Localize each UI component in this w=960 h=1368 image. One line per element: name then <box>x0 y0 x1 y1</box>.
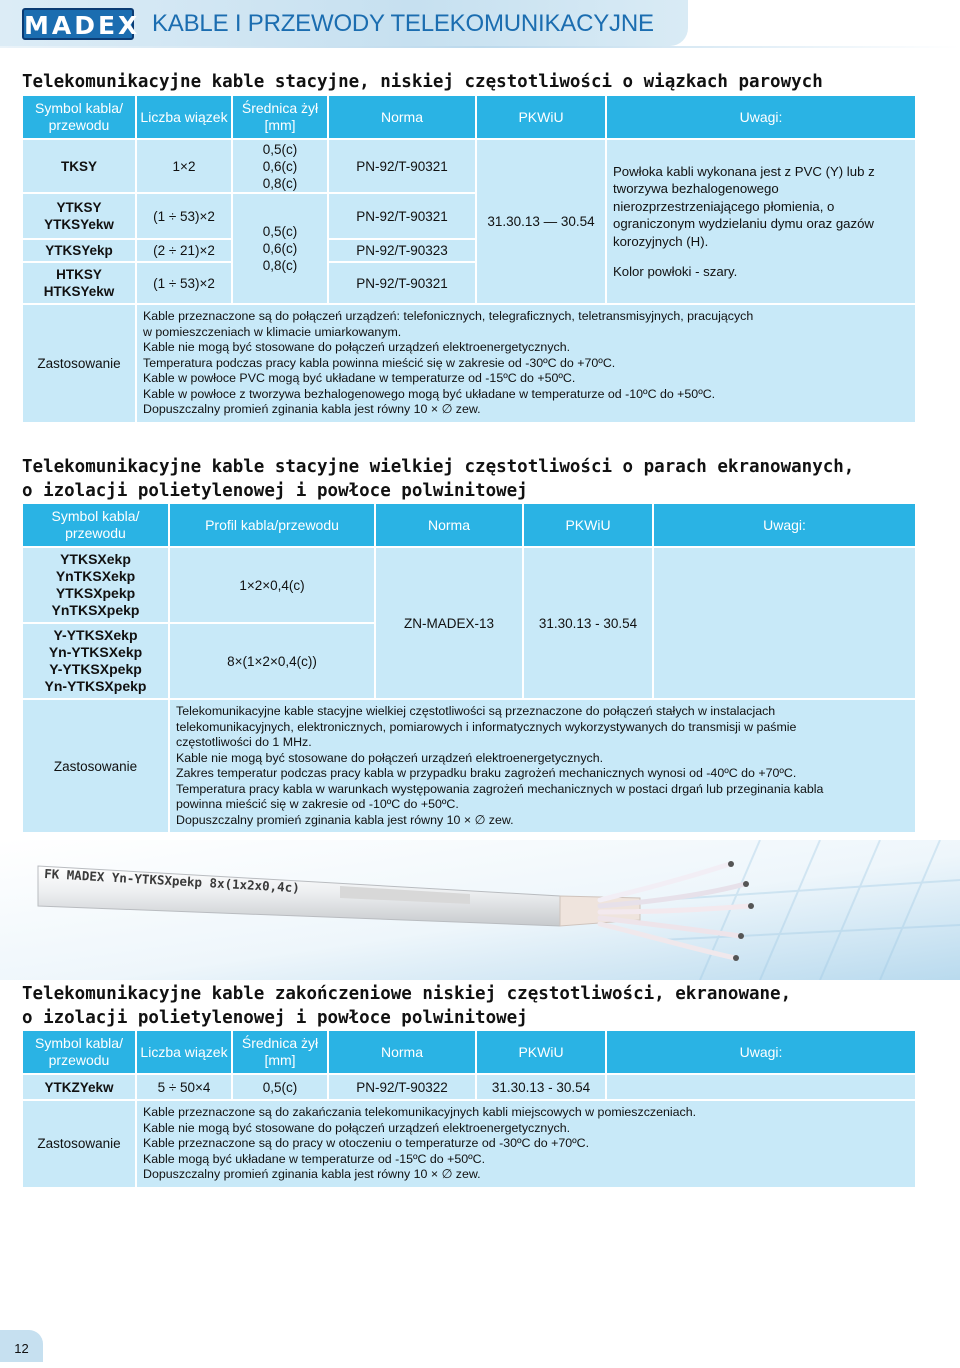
pkwiu-cell: 31.30.13 - 30.54 <box>477 1075 605 1099</box>
header-rule <box>0 46 960 48</box>
symbol-cell: YTKZYekw <box>23 1075 135 1099</box>
col-header-symbol: Symbol kabla/ przewodu <box>23 1031 135 1073</box>
col-header-uwagi: Uwagi: <box>654 504 915 546</box>
col-header-norma: Norma <box>376 504 522 546</box>
norma-cell: PN-92/T-90321 <box>329 263 475 303</box>
usage-label: Zastosowanie <box>23 700 168 832</box>
symbol-cell: YTKSXekp YnTKSXekp YTKSXpekp YnTKSXpekp <box>23 548 168 622</box>
norma-cell: ZN-MADEX-13 <box>376 548 522 698</box>
col-header-pkwiu: PKWiU <box>477 96 605 138</box>
srednica-cell: 0,5(c) 0,6(c) 0,8(c) <box>233 140 327 192</box>
norma-cell: PN-92/T-90321 <box>329 140 475 192</box>
col-header-norma: Norma <box>329 96 475 138</box>
wiazki-cell: (1 ÷ 53)×2 <box>137 194 231 238</box>
usage-label: Zastosowanie <box>23 305 135 422</box>
symbol-cell: YTKSY YTKSYekw <box>23 194 135 238</box>
srednica-cell: 0,5(c) 0,6(c) 0,8(c) <box>233 194 327 303</box>
srednica-cell: 0,5(c) <box>233 1075 327 1099</box>
profil-cell: 8×(1×2×0,4(c)) <box>170 624 374 698</box>
section-title-2: Telekomunikacyjne kable stacyjne wielkiej częstotliwości o parach ekranowanych, o izolacji polietylenowej i powłoce polwinitowej <box>22 457 855 501</box>
uwagi-cell <box>607 1075 915 1099</box>
symbol-cell: TKSY <box>23 140 135 192</box>
wiazki-cell: (1 ÷ 53)×2 <box>137 263 231 303</box>
usage-text: Kable przeznaczone są do połączeń urządzeń: telefonicznych, telegraficznych, teletransmisyjnych, pracujących w pomieszczeniach w klimacie umiarkowanym. Kable nie mogą być stosowane do połączeń urządzeń elektroenergetycznych. Temperatura podczas pracy kabla powinna mieścić się w zakresie od -30ºC do +70ºC. Kable w powłoce PVC mogą być układane w temperaturze od -15ºC do +50ºC. Kable w powłoce z tworzywa bezhalogenowego mogą być układane w temperaturze od -10ºC do +50ºC. Dopuszczalny promień zginania kabla jest równy 10 × ∅ zew. <box>137 305 915 422</box>
norma-cell: PN-92/T-90321 <box>329 194 475 238</box>
col-header-srednica: Średnica żył [mm] <box>233 1031 327 1073</box>
col-header-profil: Profil kabla/przewodu <box>170 504 374 546</box>
symbol-cell: Y-YTKSXekp Yn-YTKSXekp Y-YTKSXpekp Yn-YTKSXpekp <box>23 624 168 698</box>
profil-cell: 1×2×0,4(c) <box>170 548 374 622</box>
col-header-symbol: Symbol kabla/ przewodu <box>23 96 135 138</box>
col-header-wiazki: Liczba wiązek <box>137 1031 231 1073</box>
wiazki-cell: 5 ÷ 50×4 <box>137 1075 231 1099</box>
uwagi-cell: Powłoka kabli wykonana jest z PVC (Y) lub z tworzywa bezhalogenowego nierozprzestrzeniającego płomienia, o ograniczonym wydzielaniu dymu oraz gazów korozyjnych (H). Kolor powłoki - szary. <box>607 140 915 303</box>
section-title-1: Telekomunikacyjne kable stacyjne, niskiej częstotliwości o wiązkach parowych <box>22 72 823 92</box>
col-header-symbol: Symbol kabla/ przewodu <box>23 504 168 546</box>
norma-cell: PN-92/T-90323 <box>329 240 475 261</box>
page-title: KABLE I PRZEWODY TELEKOMUNIKACYJNE <box>152 10 654 37</box>
usage-text: Telekomunikacyjne kable stacyjne wielkiej częstotliwości są przeznaczone do połączeń stałych w instalacjach telekomunikacyjnych, elektronicznych, pomiarowych i informatycznych wykorzystywanych do transmisji w paśmie częstotliwości do 1 MHz. Kable nie mogą być stosowane do połączeń urządzeń elektroenergetycznych. Zakres temperatur podczas pracy kabla w przypadku braku zagrożeń mechanicznych wynosi od -40ºC do +70ºC. Temperatura pracy kabla w warunkach występowania zagrożeń mechanicznych w postaci drgań lub przeginania kabla powinna mieścić się w zakresie od -10ºC do +50ºC. Dopuszczalny promień zginania kabla jest równy 10 × ∅ zew. <box>170 700 915 832</box>
section-title-3: Telekomunikacyjne kable zakończeniowe niskiej częstotliwości, ekranowane, o izolacji polietylenowej i powłoce polwinitowej <box>22 984 792 1028</box>
cable-print-text: FK MADEX Yn-YTKSXpekp 8x(1x2x0,4c) <box>43 866 301 896</box>
page-number: 12 <box>0 1330 43 1362</box>
table-section-3 <box>21 1029 917 1189</box>
table-section-2 <box>21 502 917 834</box>
uwagi-cell <box>654 548 915 698</box>
usage-text: Kable przeznaczone są do zakańczania telekomunikacyjnych kabli miejscowych w pomieszczeniach. Kable nie mogą być stosowane do połączeń urządzeń elektroenergetycznych. Kable przeznaczone są do pracy w otoczeniu o temperaturze od -30ºC do +70ºC. Kable mogą być układane w temperaturze od -15ºC do +50ºC. Dopuszczalny promień zginania kabla jest równy 10 × ∅ zew. <box>137 1101 915 1187</box>
col-header-pkwiu: PKWiU <box>477 1031 605 1073</box>
madex-logo: MADEX <box>22 8 134 40</box>
norma-cell: PN-92/T-90322 <box>329 1075 475 1099</box>
col-header-norma: Norma <box>329 1031 475 1073</box>
col-header-srednica: Średnica żył [mm] <box>233 96 327 138</box>
pkwiu-cell: 31.30.13 - 30.54 <box>524 548 652 698</box>
col-header-uwagi: Uwagi: <box>607 96 915 138</box>
wiazki-cell: (2 ÷ 21)×2 <box>137 240 231 261</box>
pkwiu-cell: 31.30.13 — 30.54 <box>477 140 605 303</box>
col-header-wiazki: Liczba wiązek <box>137 96 231 138</box>
table-section-1 <box>21 94 917 424</box>
col-header-uwagi: Uwagi: <box>607 1031 915 1073</box>
cable-photo <box>0 840 960 980</box>
col-header-pkwiu: PKWiU <box>524 504 652 546</box>
wiazki-cell: 1×2 <box>137 140 231 192</box>
symbol-cell: HTKSY HTKSYekw <box>23 263 135 303</box>
symbol-cell: YTKSYekp <box>23 240 135 261</box>
usage-label: Zastosowanie <box>23 1101 135 1187</box>
